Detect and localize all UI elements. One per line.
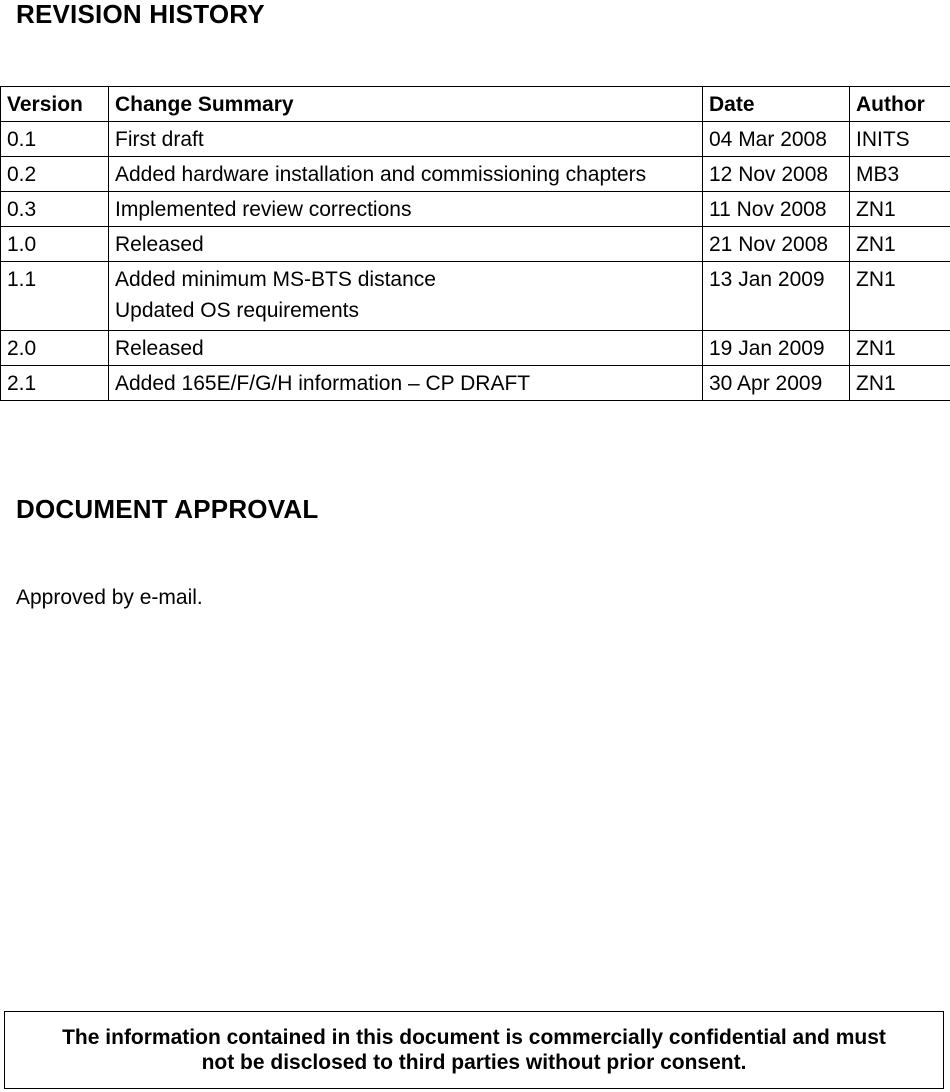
document-approval-title: DOCUMENT APPROVAL — [16, 494, 319, 524]
revision-history-title: REVISION HISTORY — [16, 0, 265, 29]
table-row — [1, 157, 950, 192]
table-row — [1, 192, 950, 227]
cell-author: ZN1 — [850, 192, 950, 227]
cell-summary — [109, 262, 703, 331]
table-row — [1, 262, 950, 331]
cell-author: ZN1 — [850, 366, 950, 401]
cell-version: 1.1 — [1, 262, 109, 331]
approval-text: Approved by e-mail. — [16, 586, 203, 609]
cell-author: INITS — [850, 122, 950, 157]
revision-history-table — [0, 86, 950, 401]
cell-date: 04 Mar 2008 — [703, 122, 850, 157]
table-row — [1, 366, 950, 401]
notice-line-2: not be disclosed to third parties without prior consent. — [201, 1051, 747, 1074]
table-header-row — [1, 87, 950, 122]
cell-version: 1.0 — [1, 227, 109, 262]
cell-author: MB3 — [850, 157, 950, 192]
cell-date: 21 Nov 2008 — [703, 227, 850, 262]
summary-line: Added minimum MS-BTS distance — [115, 268, 436, 291]
cell-date: 19 Jan 2009 — [703, 331, 850, 366]
table-row — [1, 122, 950, 157]
summary-line: Updated OS requirements — [115, 299, 359, 322]
cell-version: 0.1 — [1, 122, 109, 157]
cell-author: ZN1 — [850, 331, 950, 366]
cell-author: ZN1 — [850, 262, 950, 331]
table-row — [1, 331, 950, 366]
header-author: Author — [850, 87, 950, 122]
cell-version: 0.2 — [1, 157, 109, 192]
cell-summary: First draft — [109, 122, 703, 157]
cell-version: 0.3 — [1, 192, 109, 227]
cell-summary: Added hardware installation and commissioning chapters — [109, 157, 703, 192]
cell-summary: Added 165E/F/G/H information – CP DRAFT — [109, 366, 703, 401]
confidentiality-text — [14, 1025, 934, 1075]
notice-line-1: The information contained in this document is commercially confidential and must — [62, 1026, 886, 1049]
cell-date: 13 Jan 2009 — [703, 262, 850, 331]
header-version: Version — [1, 87, 109, 122]
cell-date: 30 Apr 2009 — [703, 366, 850, 401]
cell-summary: Implemented review corrections — [109, 192, 703, 227]
cell-summary: Released — [109, 227, 703, 262]
header-date: Date — [703, 87, 850, 122]
cell-version: 2.1 — [1, 366, 109, 401]
cell-date: 11 Nov 2008 — [703, 192, 850, 227]
table-row — [1, 227, 950, 262]
cell-date: 12 Nov 2008 — [703, 157, 850, 192]
header-change-summary: Change Summary — [109, 87, 703, 122]
confidentiality-notice — [4, 1011, 944, 1089]
cell-author: ZN1 — [850, 227, 950, 262]
cell-version: 2.0 — [1, 331, 109, 366]
cell-summary: Released — [109, 331, 703, 366]
